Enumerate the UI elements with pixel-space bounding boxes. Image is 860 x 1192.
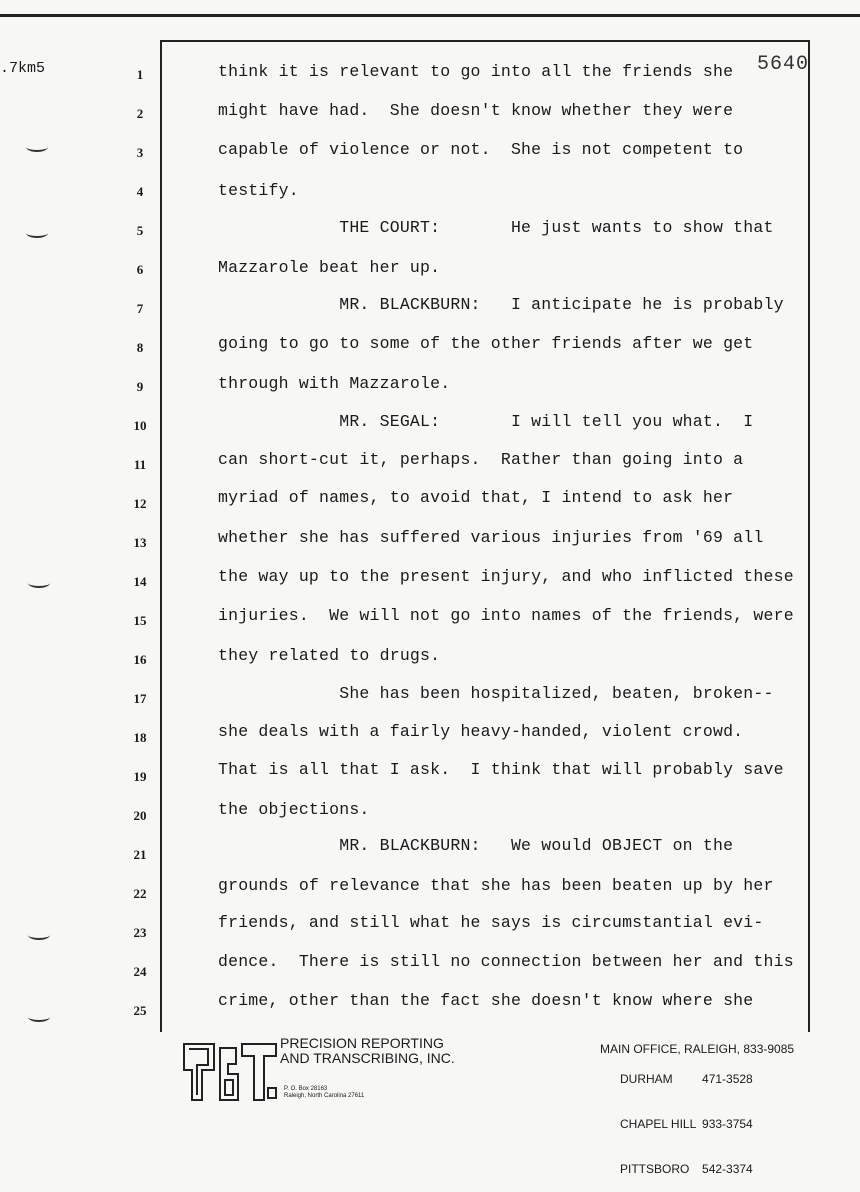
margin-mark [28,1012,50,1022]
margin-mark [26,142,48,152]
line-number: 1 [136,67,144,82]
firm-name-line2: AND TRANSCRIBING, INC. [280,1050,455,1066]
office-phone: 542-3374 [702,1162,753,1176]
transcript-line: grounds of relevance that she has been beaten up by her [218,876,774,895]
line-number: 18 [133,730,147,745]
office-city: PITTSBORO [620,1162,690,1176]
transcript-line: She has been hospitalized, beaten, broken-- [218,684,774,703]
page-id: .7km5 [0,60,46,77]
firm-name-line1: PRECISION REPORTING [280,1035,444,1051]
line-number: 3 [136,145,144,160]
transcript-line: crime, other than the fact she doesn't know where she [218,991,754,1010]
transcript-line: they related to drugs. [218,646,441,665]
line-number: 6 [136,262,144,277]
transcript-line: injuries. We will not go into names of the friends, were [218,606,794,625]
line-number: 14 [133,574,147,589]
firm-address [284,1086,364,1100]
margin-mark [28,930,50,940]
transcript-line: MR. BLACKBURN: I anticipate he is probably [218,295,784,314]
transcript-line: capable of violence or not. She is not competent to [218,140,744,159]
line-number: 10 [133,418,147,433]
line-number: 17 [133,691,147,706]
office-phone: 471-3528 [702,1072,753,1086]
office-row [600,1102,794,1147]
line-number: 25 [133,1003,147,1018]
line-number: 7 [136,301,144,316]
page-number: 5640 [757,53,810,76]
line-number: 23 [133,925,147,940]
line-number: 4 [136,184,144,199]
address-line2: Raleigh, North Carolina 27611 [284,1093,365,1099]
line-number: 21 [133,847,147,862]
margin-mark [26,228,48,238]
office-list [600,1042,794,1192]
line-number: 5 [136,223,144,238]
line-number: 2 [136,106,144,121]
office-row [600,1147,794,1192]
office-phone: 933-3754 [702,1117,753,1131]
line-number: 11 [133,457,147,472]
address-line1: P. O. Box 28163 [284,1086,328,1092]
line-number: 13 [133,535,147,550]
line-number: 19 [133,769,147,784]
transcript-line: MR. SEGAL: I will tell you what. I [218,412,754,431]
transcript-line: Mazzarole beat her up. [218,258,441,277]
footer [180,1035,820,1176]
line-number: 16 [133,652,147,667]
top-border [0,0,860,17]
office-city: DURHAM [620,1072,673,1086]
line-number: 9 [136,379,144,394]
transcript-line: might have had. She doesn't know whether they were [218,101,734,120]
line-number: 8 [136,340,144,355]
transcript-line: MR. BLACKBURN: We would OBJECT on the [218,836,734,855]
transcript-line: That is all that I ask. I think that will probably save [218,760,784,779]
office-city: CHAPEL HILL [620,1117,697,1131]
firm-name [280,1036,455,1066]
line-number: 22 [133,886,147,901]
line-number: 15 [133,613,147,628]
transcript-line: testify. [218,181,299,200]
transcript-line: the objections. [218,800,370,819]
transcript-line: dence. There is still no connection between her and this [218,952,794,971]
transcript-line: myriad of names, to avoid that, I intend to ask her [218,488,734,507]
firm-logo [180,1040,280,1104]
transcript-line: friends, and still what he says is circumstantial evi- [218,913,764,932]
transcript-line: can short-cut it, perhaps. Rather than going into a [218,450,744,469]
main-office: MAIN OFFICE, RALEIGH, 833-9085 [600,1042,795,1056]
transcript-line: she deals with a fairly heavy-handed, violent crowd. [218,722,744,741]
office-row [600,1057,794,1102]
transcript-line: going to go to some of the other friends after we get [218,334,754,353]
line-number: 12 [133,496,147,511]
transcript-line: the way up to the present injury, and who inflicted these [218,567,794,586]
transcript-line: think it is relevant to go into all the friends she [218,62,734,81]
transcript-line: whether she has suffered various injuries from '69 all [218,528,764,547]
margin-mark [28,578,50,588]
line-number: 20 [133,808,147,823]
line-number: 24 [133,964,147,979]
transcript-line: THE COURT: He just wants to show that [218,218,774,237]
transcript-line: through with Mazzarole. [218,374,451,393]
